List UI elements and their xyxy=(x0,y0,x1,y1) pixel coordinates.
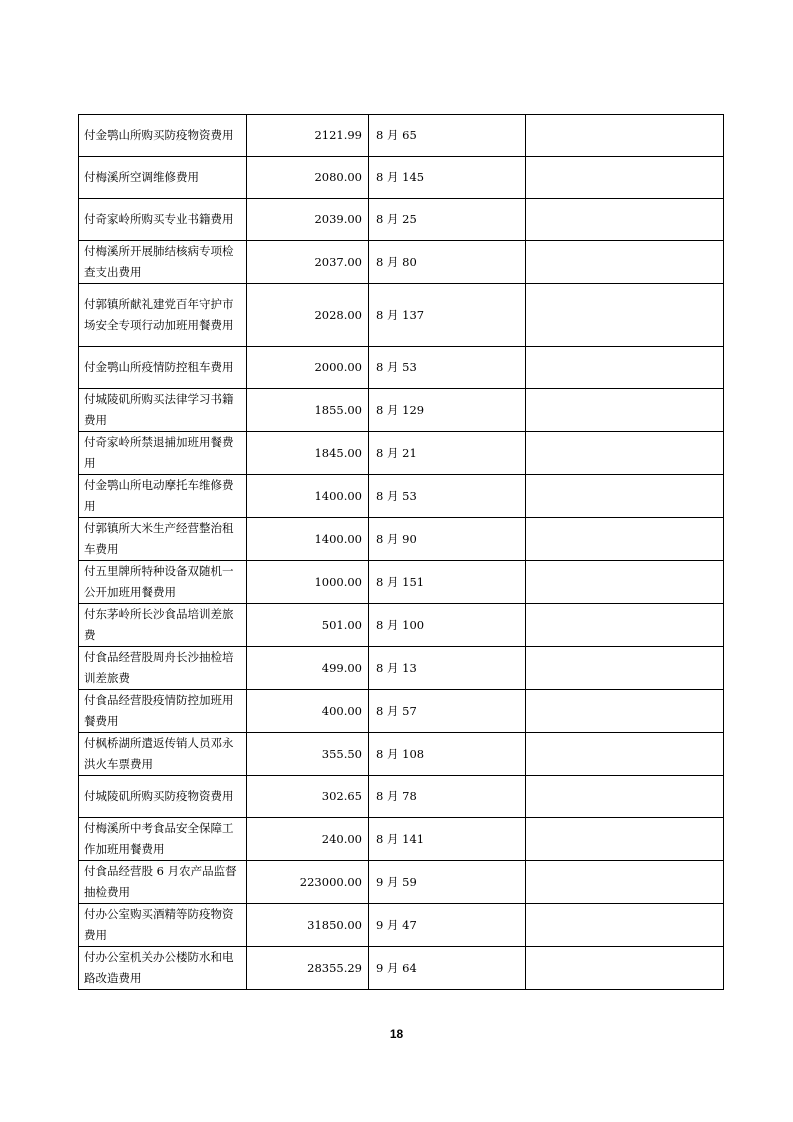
expense-description-cell: 付东茅岭所长沙食品培训差旅费 xyxy=(79,604,247,647)
expense-description-cell: 付梅溪所中考食品安全保障工作加班用餐费用 xyxy=(79,818,247,861)
amount-cell: 1845.00 xyxy=(247,432,369,475)
expense-description-cell: 付食品经营股 6 月农产品监督抽检费用 xyxy=(79,861,247,904)
voucher-date-cell: 8 月 53 xyxy=(369,347,526,389)
expense-description-cell: 付办公室购买酒精等防疫物资费用 xyxy=(79,904,247,947)
amount-cell: 2037.00 xyxy=(247,241,369,284)
amount-cell: 2028.00 xyxy=(247,284,369,347)
expense-description-cell: 付郭镇所大米生产经营整治租车费用 xyxy=(79,518,247,561)
table-row xyxy=(79,647,724,690)
voucher-date-cell: 8 月 65 xyxy=(369,115,526,157)
expense-description-cell: 付梅溪所开展肺结核病专项检查支出费用 xyxy=(79,241,247,284)
amount-cell: 1400.00 xyxy=(247,475,369,518)
remark-cell xyxy=(526,733,724,776)
expense-description-cell: 付五里牌所特种设备双随机一公开加班用餐费用 xyxy=(79,561,247,604)
voucher-date-cell: 8 月 90 xyxy=(369,518,526,561)
voucher-date-cell: 9 月 64 xyxy=(369,947,526,990)
table-row xyxy=(79,284,724,347)
remark-cell xyxy=(526,904,724,947)
voucher-date-cell: 8 月 13 xyxy=(369,647,526,690)
expense-description-cell: 付金鹗山所电动摩托车维修费用 xyxy=(79,475,247,518)
table-row xyxy=(79,475,724,518)
table-row xyxy=(79,241,724,284)
table-row xyxy=(79,861,724,904)
table-row xyxy=(79,157,724,199)
voucher-date-cell: 9 月 47 xyxy=(369,904,526,947)
remark-cell xyxy=(526,199,724,241)
expense-description-cell: 付城陵矶所购买防疫物资费用 xyxy=(79,776,247,818)
table-row xyxy=(79,604,724,647)
expense-description-cell: 付郭镇所献礼建党百年守护市场安全专项行动加班用餐费用 xyxy=(79,284,247,347)
table-row xyxy=(79,904,724,947)
table-row xyxy=(79,818,724,861)
voucher-date-cell: 8 月 80 xyxy=(369,241,526,284)
voucher-date-cell: 8 月 53 xyxy=(369,475,526,518)
expense-table xyxy=(78,114,724,990)
amount-cell: 28355.29 xyxy=(247,947,369,990)
remark-cell xyxy=(526,776,724,818)
table-row xyxy=(79,432,724,475)
amount-cell: 400.00 xyxy=(247,690,369,733)
table-row xyxy=(79,733,724,776)
voucher-date-cell: 8 月 151 xyxy=(369,561,526,604)
voucher-date-cell: 8 月 129 xyxy=(369,389,526,432)
voucher-date-cell: 8 月 145 xyxy=(369,157,526,199)
remark-cell xyxy=(526,347,724,389)
voucher-date-cell: 8 月 21 xyxy=(369,432,526,475)
amount-cell: 499.00 xyxy=(247,647,369,690)
expense-description-cell: 付奇家岭所禁退捕加班用餐费用 xyxy=(79,432,247,475)
amount-cell: 2080.00 xyxy=(247,157,369,199)
expense-description-cell: 付金鹗山所购买防疫物资费用 xyxy=(79,115,247,157)
expense-description-cell: 付梅溪所空调维修费用 xyxy=(79,157,247,199)
expense-description-cell: 付奇家岭所购买专业书籍费用 xyxy=(79,199,247,241)
remark-cell xyxy=(526,690,724,733)
remark-cell xyxy=(526,284,724,347)
remark-cell xyxy=(526,818,724,861)
voucher-date-cell: 8 月 137 xyxy=(369,284,526,347)
remark-cell xyxy=(526,561,724,604)
table-row xyxy=(79,115,724,157)
amount-cell: 2121.99 xyxy=(247,115,369,157)
remark-cell xyxy=(526,389,724,432)
amount-cell: 355.50 xyxy=(247,733,369,776)
amount-cell: 302.65 xyxy=(247,776,369,818)
remark-cell xyxy=(526,604,724,647)
expense-description-cell: 付城陵矶所购买法律学习书籍费用 xyxy=(79,389,247,432)
voucher-date-cell: 8 月 141 xyxy=(369,818,526,861)
remark-cell xyxy=(526,157,724,199)
table-row xyxy=(79,389,724,432)
remark-cell xyxy=(526,241,724,284)
remark-cell xyxy=(526,432,724,475)
voucher-date-cell: 8 月 108 xyxy=(369,733,526,776)
amount-cell: 31850.00 xyxy=(247,904,369,947)
table-row xyxy=(79,776,724,818)
remark-cell xyxy=(526,475,724,518)
remark-cell xyxy=(526,518,724,561)
expense-description-cell: 付金鹗山所疫情防控租车费用 xyxy=(79,347,247,389)
table-row xyxy=(79,518,724,561)
remark-cell xyxy=(526,861,724,904)
page-number: 18 xyxy=(389,1027,404,1041)
amount-cell: 1000.00 xyxy=(247,561,369,604)
remark-cell xyxy=(526,115,724,157)
amount-cell: 1400.00 xyxy=(247,518,369,561)
amount-cell: 1855.00 xyxy=(247,389,369,432)
table-row xyxy=(79,347,724,389)
remark-cell xyxy=(526,647,724,690)
remark-cell xyxy=(526,947,724,990)
voucher-date-cell: 8 月 57 xyxy=(369,690,526,733)
voucher-date-cell: 8 月 100 xyxy=(369,604,526,647)
voucher-date-cell: 8 月 78 xyxy=(369,776,526,818)
expense-description-cell: 付食品经营股周舟长沙抽检培训差旅费 xyxy=(79,647,247,690)
voucher-date-cell: 8 月 25 xyxy=(369,199,526,241)
table-row xyxy=(79,690,724,733)
table-row xyxy=(79,561,724,604)
expense-description-cell: 付食品经营股疫情防控加班用餐费用 xyxy=(79,690,247,733)
table-row xyxy=(79,947,724,990)
table-row xyxy=(79,199,724,241)
amount-cell: 2000.00 xyxy=(247,347,369,389)
expense-table-body xyxy=(79,115,724,990)
voucher-date-cell: 9 月 59 xyxy=(369,861,526,904)
amount-cell: 240.00 xyxy=(247,818,369,861)
expense-description-cell: 付办公室机关办公楼防水和电路改造费用 xyxy=(79,947,247,990)
amount-cell: 2039.00 xyxy=(247,199,369,241)
expense-description-cell: 付枫桥湖所遣返传销人员邓永洪火车票费用 xyxy=(79,733,247,776)
amount-cell: 223000.00 xyxy=(247,861,369,904)
amount-cell: 501.00 xyxy=(247,604,369,647)
